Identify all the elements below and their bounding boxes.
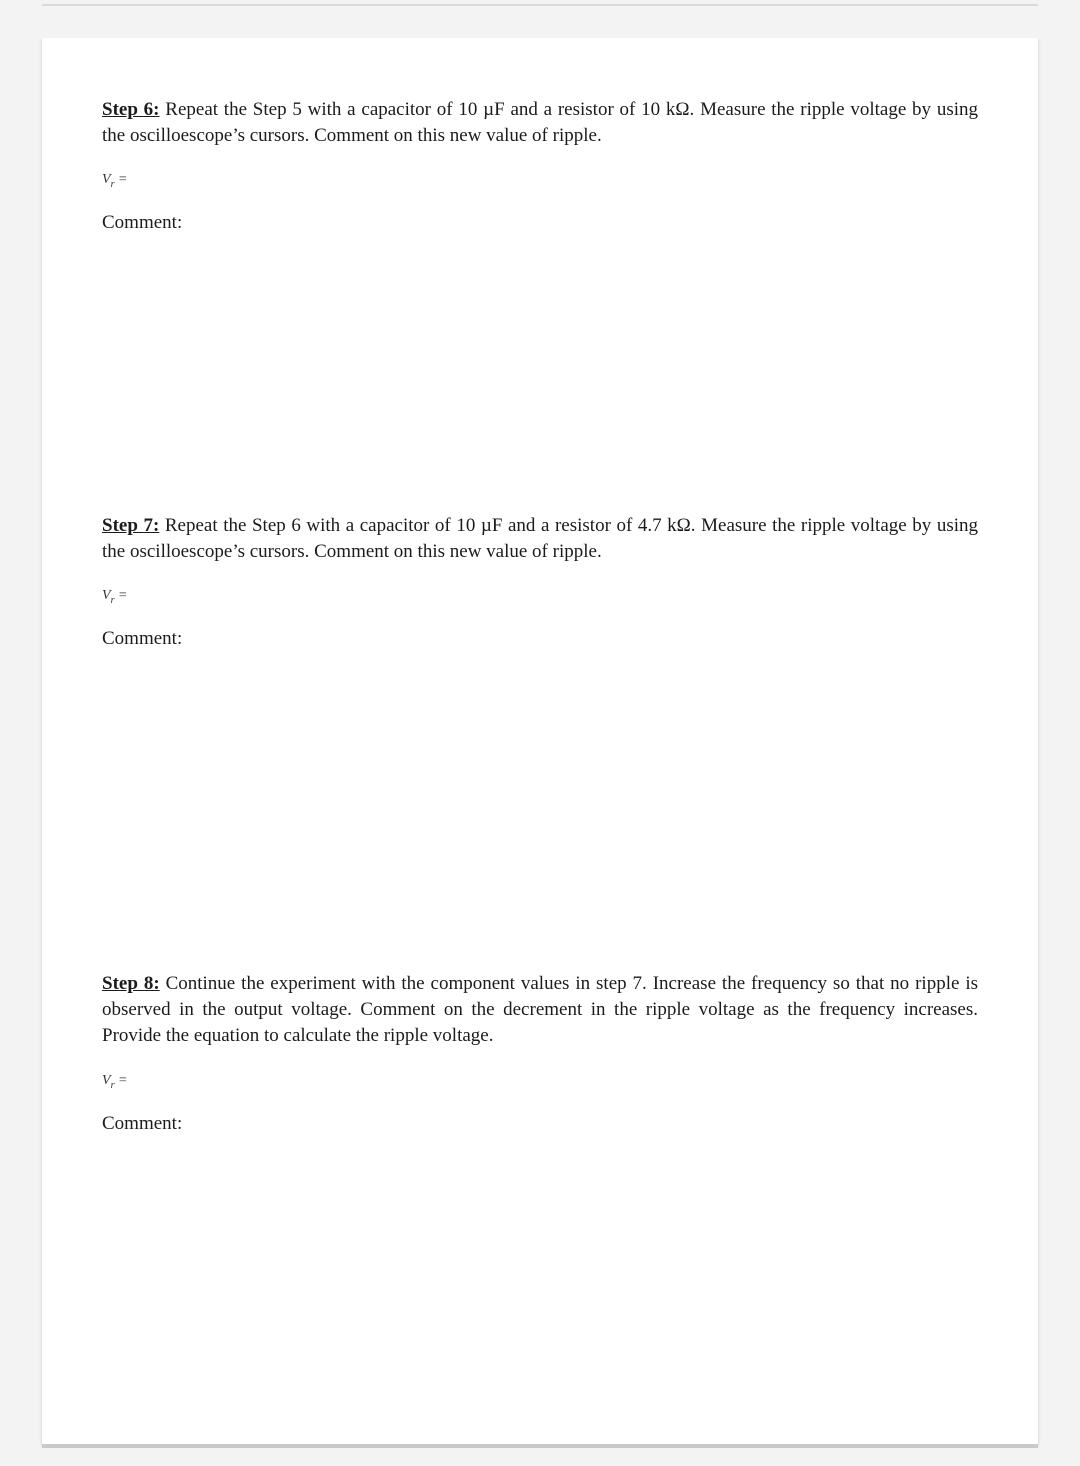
step-7-instruction [102, 513, 978, 565]
step-8-text: Continue the experiment with the component values in step 7. Increase the frequency so that no ripple is observed in the output voltage. Comment on the decrement in the ripple voltage as the frequency increases. Provide the equation to calculate the ripple voltage. [102, 973, 978, 1046]
step-7-text: Repeat the Step 6 with a capacitor of 10 µF and a resistor of 4.7 kΩ. Measure the ripple voltage by using the oscilloescope’s cursors. Comment on this new value of ripple. [102, 515, 979, 562]
step-7-comment-label: Comment: [102, 628, 183, 649]
step-7-ripple-voltage: $V_r$ = [102, 588, 128, 606]
step-6-text: Repeat the Step 5 with a capacitor of 10 µF and a resistor of 10 kΩ. Measure the ripple voltage by using the oscilloescope’s cursors. Comment on this new value of ripple. [102, 99, 978, 146]
step-8-ripple-voltage: $V_r$ = [102, 1073, 128, 1091]
step-8-instruction [102, 971, 978, 1049]
step-6-comment-label: Comment: [102, 212, 183, 233]
document-page [42, 38, 1038, 1444]
step-7-label: Step 7: [102, 515, 160, 536]
step-6-label: Step 6: [102, 99, 160, 120]
step-8-comment-label: Comment: [102, 1113, 183, 1134]
step-6-ripple-voltage: $V_r$ = [102, 172, 128, 190]
page-bottom-edge [42, 1444, 1038, 1448]
top-divider [42, 4, 1038, 6]
step-8-label: Step 8: [102, 973, 160, 994]
step-6-instruction [102, 97, 978, 149]
